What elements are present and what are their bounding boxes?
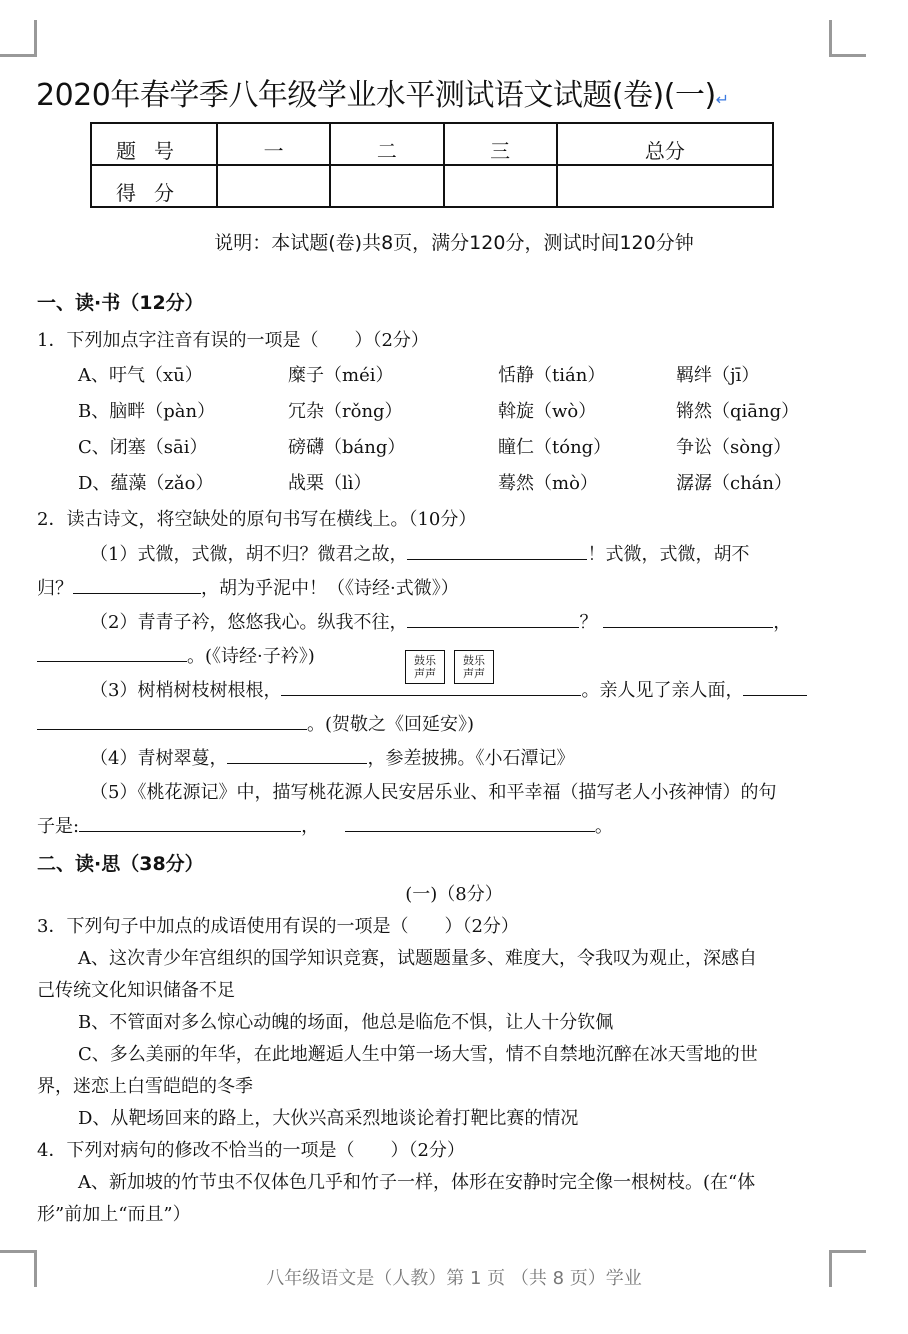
q2-4-text-b: ，参差披拂。《小石潭记》 (367, 748, 575, 769)
q2-1-line (90, 540, 749, 566)
q2-2-line-2 (37, 642, 315, 668)
q3-option-b: B、不管面对多么惊心动魄的场面，他总是临危不惧，让人十分钦佩 (78, 1012, 614, 1033)
option-a1: A、吁气（xū） (78, 365, 203, 386)
q2-5-line: （5）《桃花源记》中，描写桃花源人民安居乐业、和平幸福（描写老人小孩神情）的句 (90, 782, 777, 803)
option-b4: 锵然（qiāng） (676, 401, 800, 422)
stamp-image: 鼓乐 声声 (405, 650, 445, 684)
q2-2-text-c: ， (773, 612, 792, 633)
q2-2-text-b: ？ (579, 612, 598, 633)
answer-blank[interactable] (603, 609, 773, 628)
question-4: 4．下列对病句的修改不恰当的一项是（ ）（2分） (37, 1140, 465, 1161)
q2-5-text-d: 。 (594, 816, 613, 837)
answer-blank[interactable] (407, 541, 587, 560)
score-cell: 一 (217, 123, 330, 165)
q2-3-text-c: 。(贺敬之《回延安》) (307, 714, 475, 735)
answer-blank[interactable] (281, 677, 581, 696)
score-cell-label: 题号 (91, 123, 217, 165)
q2-5-text: 子是: (37, 816, 80, 837)
question-2: 2．读古诗文，将空缺处的原句书写在横线上。（10分） (37, 509, 477, 530)
q2-1-text: （1）式微，式微，胡不归？微君之故， (90, 544, 408, 565)
q2-1-text-c: 归？ (37, 578, 73, 599)
q2-4-text: （4）青树翠蔓， (90, 748, 228, 769)
subsection-1-heading: (一)（8分） (405, 884, 503, 905)
score-input-cell[interactable] (444, 165, 557, 207)
score-cell: 总分 (557, 123, 773, 165)
option-d4: 潺潺（chán） (676, 473, 792, 494)
q3-option-a-cont: 己传统文化知识储备不足 (37, 980, 235, 1001)
q3-option-a: A、这次青少年宫组织的国学知识竞赛，试题题量多、难度大，令我叹为观止，深感自 (78, 948, 757, 969)
q3-option-c: C、多么美丽的年华，在此地邂逅人生中第一场大雪，情不自禁地沉醉在冰天雪地的世 (78, 1044, 758, 1065)
q2-5-line-2 (37, 812, 613, 838)
q2-4-line (90, 744, 574, 770)
score-cell-label: 得分 (91, 165, 217, 207)
option-c2: 磅礴（báng） (288, 437, 406, 458)
q4-option-a: A、新加坡的竹节虫不仅体色几乎和竹子一样，体形在安静时完全像一根树枝。(在“体 (78, 1172, 756, 1193)
option-b1: B、脑畔（pàn） (78, 401, 216, 422)
answer-blank[interactable] (37, 643, 187, 662)
option-a2: 糜子（méi） (288, 365, 394, 386)
q2-3-text-b: 。亲人见了亲人面， (581, 680, 744, 701)
q3-option-d: D、从靶场回来的路上，大伙兴高采烈地谈论着打靶比赛的情况 (78, 1108, 579, 1129)
answer-blank[interactable] (407, 609, 579, 628)
page-footer: 八年级语文是（人教）第 1 页 （共 8 页）学业 (266, 1268, 642, 1289)
q2-2-text-d: 。(《诗经·子衿》) (187, 646, 315, 667)
score-input-cell[interactable] (217, 165, 330, 207)
option-c1: C、闭塞（sāi） (78, 437, 208, 458)
exam-note: 说明：本试题(卷)共8页，满分120分，测试时间120分钟 (214, 232, 694, 254)
question-3: 3．下列句子中加点的成语使用有误的一项是（ ）（2分） (37, 916, 519, 937)
option-c4: 争讼（sòng） (676, 437, 792, 458)
score-table-score-row (91, 165, 773, 207)
section-1-heading: 一、读·书（12分） (37, 292, 204, 314)
q2-1-text-d: ，胡为乎泥中！（《诗经·式微》） (201, 578, 459, 599)
q2-1-line-2 (37, 574, 459, 600)
q4-option-a-cont: 形”前加上“而且”） (37, 1204, 191, 1225)
stamp-image: 鼓乐 声声 (454, 650, 494, 684)
q2-5-text-c: ， (301, 816, 320, 837)
q3-option-c-cont: 界，迷恋上白雪皑皑的冬季 (37, 1076, 253, 1097)
option-a4: 羁绊（jī） (676, 365, 760, 386)
answer-blank[interactable] (345, 813, 595, 832)
answer-blank[interactable] (743, 677, 807, 696)
crop-mark-top-right (829, 20, 866, 57)
paragraph-mark-icon: ↵ (715, 90, 729, 109)
q2-1-text-b: ！式微，式微，胡不 (587, 544, 750, 565)
option-b2: 冗杂（rǒng） (288, 401, 403, 422)
q2-3-text: （3）树梢树枝树根根， (90, 680, 282, 701)
answer-blank[interactable] (227, 745, 367, 764)
score-cell: 三 (444, 123, 557, 165)
q2-3-line (90, 676, 807, 702)
answer-blank[interactable] (79, 813, 301, 832)
score-table-header-row (91, 123, 773, 165)
option-c3: 瞳仁（tóng） (498, 437, 612, 458)
score-input-cell[interactable] (557, 165, 773, 207)
score-table (90, 122, 774, 208)
option-d1: D、蕴藻（zǎo） (78, 473, 214, 494)
q2-3-line-2 (37, 710, 474, 736)
section-2-heading: 二、读·思（38分） (37, 853, 204, 875)
crop-mark-top-left (0, 20, 37, 57)
exam-title: 2020年春学季八年级学业水平测试语文试题(卷)(一)↵ (36, 78, 729, 113)
option-d3: 蓦然（mò） (498, 473, 598, 494)
answer-blank[interactable] (37, 711, 307, 730)
option-d2: 战栗（lì） (288, 473, 372, 494)
answer-blank[interactable] (73, 575, 201, 594)
question-1: 1．下列加点字注音有误的一项是（ ）（2分） (37, 330, 429, 351)
option-b3: 斡旋（wò） (498, 401, 597, 422)
option-a3: 恬静（tián） (498, 365, 606, 386)
q2-2-line (90, 608, 791, 634)
q2-2-text: （2）青青子衿，悠悠我心。纵我不往， (90, 612, 408, 633)
score-input-cell[interactable] (330, 165, 443, 207)
score-cell: 二 (330, 123, 443, 165)
